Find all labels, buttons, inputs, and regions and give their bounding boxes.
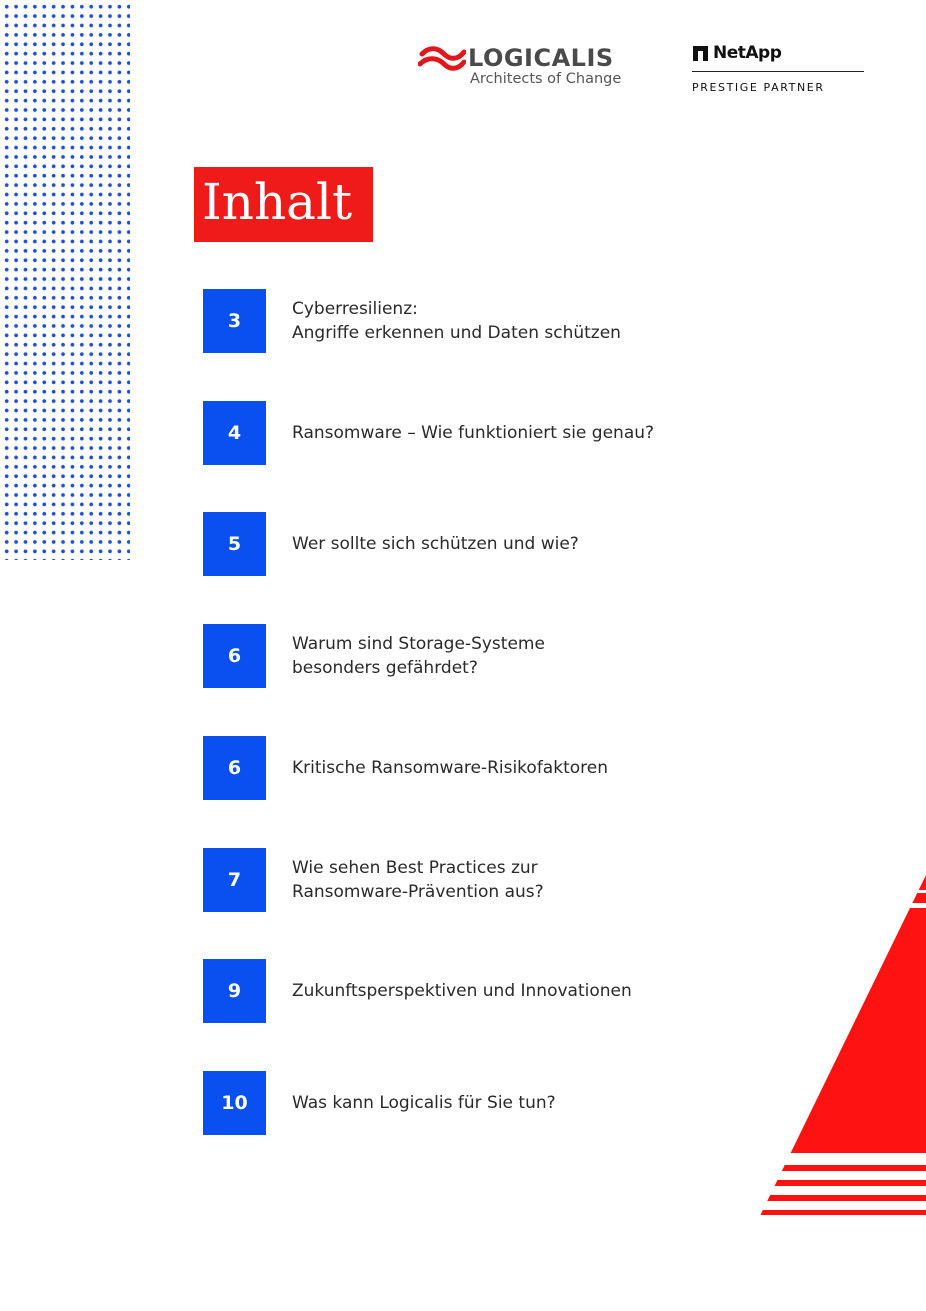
toc-line: Zukunftsperspektiven und Innovationen <box>292 981 632 1001</box>
toc-entry-text <box>292 512 762 576</box>
toc-item[interactable] <box>203 289 763 353</box>
toc-item[interactable] <box>203 1071 763 1135</box>
netapp-partner-label: PRESTIGE PARTNER <box>692 81 825 94</box>
toc-page-number: 6 <box>203 624 266 688</box>
toc-item[interactable] <box>203 512 763 576</box>
page-title: Inhalt <box>202 173 353 231</box>
toc-line: Was kann Logicalis für Sie tun? <box>292 1093 556 1113</box>
page-title-box <box>194 167 373 242</box>
toc-page-number: 6 <box>203 736 266 800</box>
netapp-divider <box>692 71 864 72</box>
toc-entry-text <box>292 848 762 912</box>
toc-page-number: 5 <box>203 512 266 576</box>
dot-pattern-decoration <box>0 0 130 560</box>
toc-page-number: 3 <box>203 289 266 353</box>
toc-line: Wer sollte sich schützen und wie? <box>292 534 579 554</box>
red-triangle-decoration <box>758 875 926 1220</box>
toc-page-number: 9 <box>203 959 266 1023</box>
toc-item[interactable] <box>203 736 763 800</box>
toc-item[interactable] <box>203 401 763 465</box>
toc-entry-text <box>292 1071 762 1135</box>
toc-entry-text <box>292 401 762 465</box>
toc-line: Cyberresilienz: <box>292 299 418 319</box>
toc-line: besonders gefährdet? <box>292 658 478 678</box>
toc-page-number: 10 <box>203 1071 266 1135</box>
toc-entry-text <box>292 289 762 353</box>
toc-line: Kritische Ransomware-Risikofaktoren <box>292 758 608 778</box>
netapp-wordmark: NetApp <box>713 43 782 63</box>
toc-line: Angriffe erkennen und Daten schützen <box>292 323 621 343</box>
logicalis-tagline: Architects of Change <box>470 71 622 87</box>
toc-line: Wie sehen Best Practices zur <box>292 858 538 878</box>
toc-line: Ransomware – Wie funktioniert sie genau? <box>292 423 655 443</box>
netapp-logo <box>692 42 864 98</box>
toc-entry-text <box>292 624 762 688</box>
toc-line: Warum sind Storage-Systeme <box>292 634 545 654</box>
toc-item[interactable] <box>203 848 763 912</box>
toc-page-number: 4 <box>203 401 266 465</box>
toc-page-number: 7 <box>203 848 266 912</box>
toc-entry-text <box>292 736 762 800</box>
toc-item[interactable] <box>203 624 763 688</box>
netapp-n-icon <box>693 46 708 61</box>
logicalis-wave-icon <box>418 46 466 74</box>
toc-item[interactable] <box>203 959 763 1023</box>
logicalis-wordmark: LOGICALIS <box>468 44 614 72</box>
toc-entry-text <box>292 959 762 1023</box>
toc-line: Ransomware-Prävention aus? <box>292 882 544 902</box>
logicalis-logo <box>418 44 648 94</box>
